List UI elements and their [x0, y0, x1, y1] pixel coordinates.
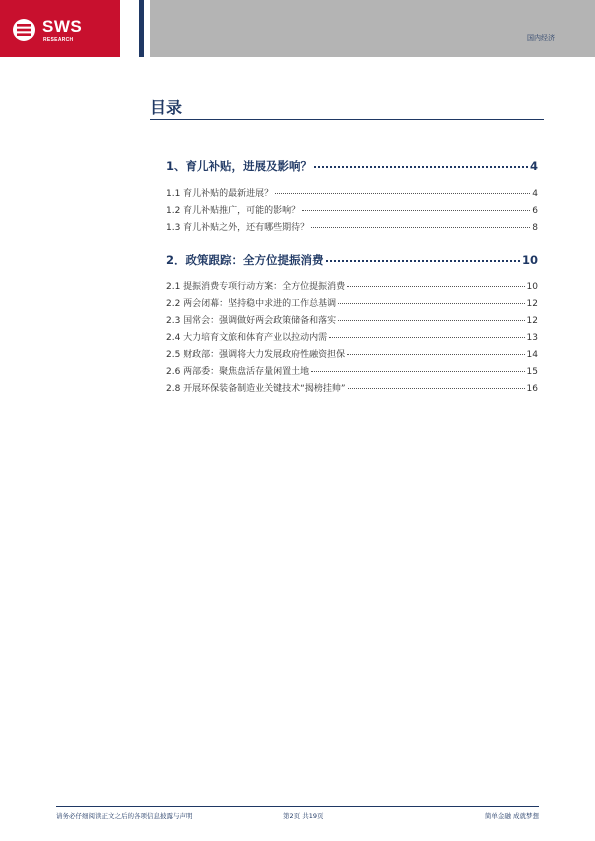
toc-item-2-4[interactable] — [166, 330, 538, 343]
toc-item-1-1[interactable] — [166, 186, 538, 199]
toc-item-1-3[interactable] — [166, 220, 538, 233]
toc-page-number: 13 — [526, 333, 538, 343]
toc-page-number: 10 — [526, 282, 538, 292]
toc-item-label: 2.8 开展环保装备制造业关键技术“揭榜挂帅” — [166, 384, 346, 394]
toc-page-number: 8 — [532, 223, 538, 233]
toc-item-2-3[interactable] — [166, 313, 538, 326]
toc-item-label: 2.5 财政部：强调将大力发展政府性融资担保 — [166, 350, 346, 360]
toc-item-2-1[interactable] — [166, 279, 538, 292]
toc-section-label: 2．政策跟踪：全方位提振消费 — [166, 253, 324, 267]
toc-leader-dots — [329, 337, 524, 338]
header-accent-bar — [139, 0, 144, 57]
sws-logo-icon — [12, 18, 36, 42]
header-banner — [150, 0, 595, 57]
footer-divider — [56, 806, 539, 807]
toc-title-divider — [150, 119, 544, 120]
toc-page-number: 15 — [526, 367, 538, 377]
toc-item-label: 1.2 育儿补贴推广，可能的影响？ — [166, 206, 301, 216]
toc-leader-dots — [326, 260, 520, 262]
toc-item-label: 1.1 育儿补贴的最新进展？ — [166, 189, 274, 199]
toc-item-2-5[interactable] — [166, 347, 538, 360]
toc-section-1[interactable] — [166, 158, 538, 174]
toc-item-2-8[interactable] — [166, 381, 538, 394]
toc-leader-dots — [347, 354, 524, 355]
toc-page-number: 12 — [526, 299, 538, 309]
report-category: 国内经济 — [527, 34, 555, 42]
toc-leader-dots — [311, 227, 530, 228]
toc-leader-dots — [314, 166, 528, 168]
toc-item-2-2[interactable] — [166, 296, 538, 309]
footer-page-info: 第2页 共19页 — [283, 812, 324, 820]
toc-item-2-6[interactable] — [166, 364, 538, 377]
toc-page-number: 10 — [521, 253, 538, 267]
toc-leader-dots — [338, 320, 524, 321]
toc-item-label: 2.6 两部委：聚焦盘活存量闲置土地 — [166, 367, 310, 377]
toc-page-number: 16 — [526, 384, 538, 394]
toc-section-2[interactable] — [166, 252, 538, 268]
toc-page-number: 6 — [532, 206, 538, 216]
toc-leader-dots — [348, 388, 525, 389]
header-logo-block — [0, 0, 120, 57]
toc-page-number: 14 — [526, 350, 538, 360]
toc-leader-dots — [302, 210, 530, 211]
toc-section-label: 1、育儿补贴，进展及影响？ — [166, 159, 313, 173]
logo-subtext: RESEARCH — [43, 37, 74, 43]
toc-title: 目录 — [150, 98, 183, 117]
logo-text: SWS — [42, 17, 83, 36]
footer-slogan: 简单金融 成就梦想 — [484, 812, 539, 820]
toc-leader-dots — [275, 193, 530, 194]
toc-leader-dots — [338, 303, 524, 304]
toc-item-label: 2.2 两会闭幕：坚持稳中求进的工作总基调 — [166, 299, 337, 309]
toc-page-number: 4 — [529, 159, 538, 173]
toc-page-number: 12 — [526, 316, 538, 326]
toc-item-label: 1.3 育儿补贴之外，还有哪些期待？ — [166, 223, 310, 233]
footer-disclaimer: 请务必仔细阅读正文之后的各项信息披露与声明 — [56, 812, 193, 820]
toc-leader-dots — [347, 286, 524, 287]
toc-item-1-2[interactable] — [166, 203, 538, 216]
toc-leader-dots — [311, 371, 524, 372]
toc-item-label: 2.1 提振消费专项行动方案：全方位提振消费 — [166, 282, 346, 292]
toc-item-label: 2.4 大力培育文旅和体育产业以拉动内需 — [166, 333, 328, 343]
toc-item-label: 2.3 国常会：强调做好两会政策储备和落实 — [166, 316, 337, 326]
toc-page-number: 4 — [532, 189, 538, 199]
